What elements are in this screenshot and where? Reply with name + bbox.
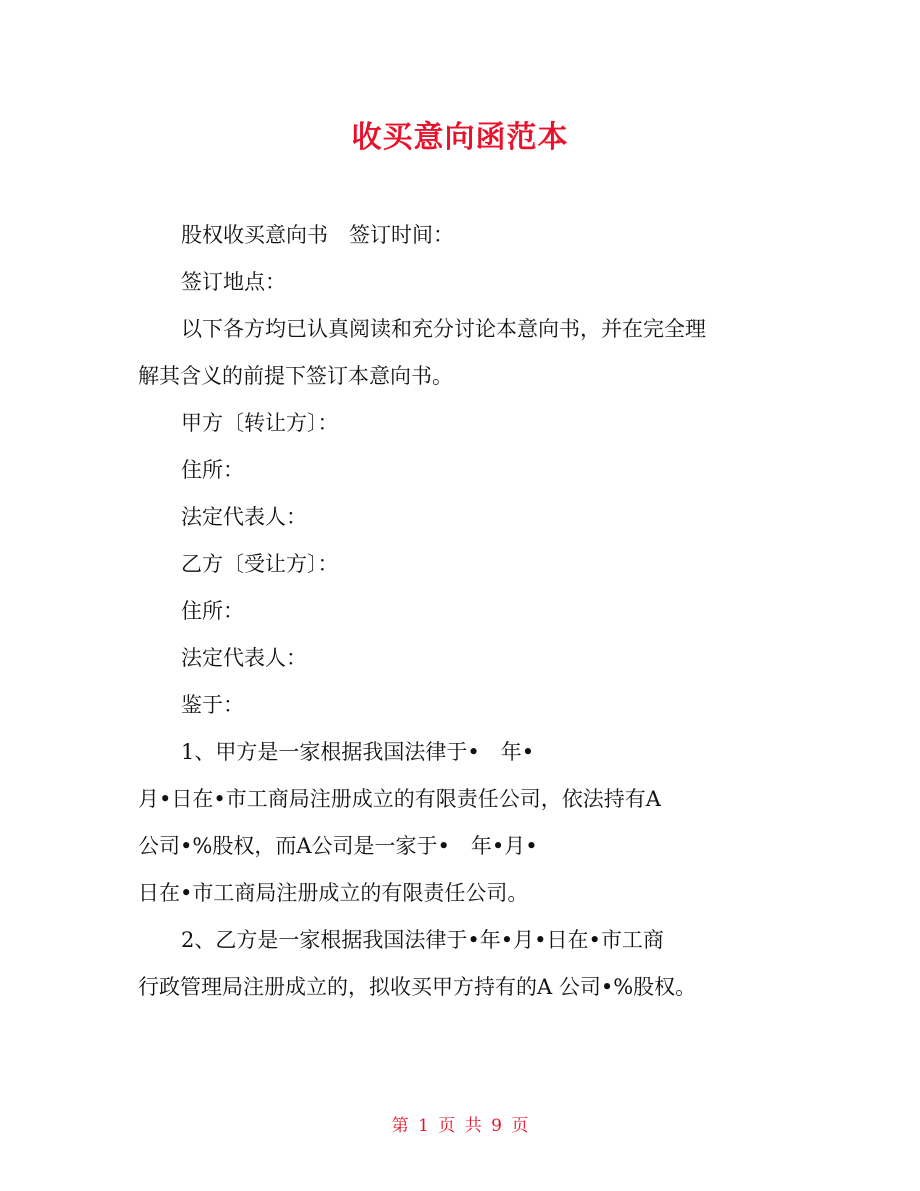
text-line: 法定代表人：: [181, 505, 307, 529]
text-line: 解其含义的前提下签订本意向书。: [138, 364, 453, 388]
page-indicator: 第 1 页 共 9 页: [391, 1116, 529, 1136]
text-line: 甲方〔转让方〕：: [181, 411, 339, 435]
text-line: 住所：: [181, 458, 244, 482]
document-body: [138, 212, 788, 1011]
text-line: 法定代表人：: [181, 646, 307, 670]
document-title: 收买意向函范本: [351, 120, 569, 155]
text-line: 签订地点：: [181, 270, 286, 294]
text-line: 乙方〔受让方〕：: [181, 552, 339, 576]
text-line: 1、甲方是一家根据我国法律于• 年•: [181, 740, 535, 764]
text-line: 以下各方均已认真阅读和充分讨论本意向书，并在完全理: [181, 317, 706, 341]
text-line: 住所：: [181, 599, 244, 623]
text-line: 股权收买意向书 签订时间：: [181, 223, 454, 247]
text-line: 鉴于：: [181, 693, 244, 717]
text-line: 月•日在•市工商局注册成立的有限责任公司，依法持有A: [138, 787, 661, 811]
text-line: 行政管理局注册成立的，拟收买甲方持有的A 公司•%股权。: [138, 975, 697, 999]
text-line: 公司•%股权，而A公司是一家于• 年•月•: [138, 834, 538, 858]
text-line: 2、乙方是一家根据我国法律于•年•月•日在•市工商: [181, 928, 664, 952]
text-line: 日在•市工商局注册成立的有限责任公司。: [138, 881, 529, 905]
